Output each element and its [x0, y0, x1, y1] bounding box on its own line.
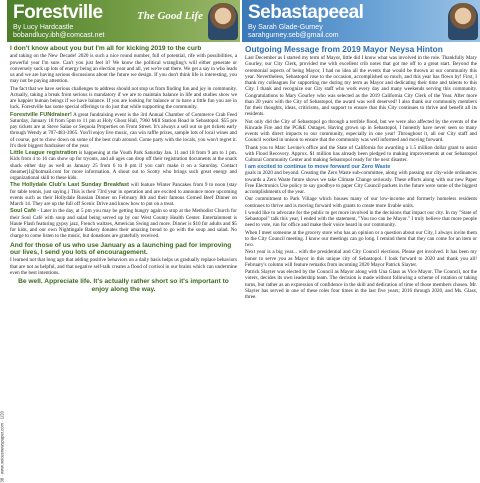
- sebastopol-banner: [242, 0, 480, 42]
- paragraph: When I meet someone at the grocery store who has an opinion or a question about our City, I always invite them to the City Council meeting. I know our meetings can go long. I remind them that they can come for an item or two.: [245, 229, 477, 248]
- forestville-banner: [7, 0, 240, 42]
- section-heading: The Hollydale Club's Last Sunday Breakfast: [10, 182, 129, 189]
- section-heading: Little League registration: [10, 150, 78, 157]
- paragraph: I learned not that long ago that adding positive behaviors on a daily basis helps us gradually replace behaviors that are not as helpful, and that negative self-talk creates a flood of cortisol in our brains which can undermine even the best intentions.: [10, 257, 237, 276]
- column-title: Sebastapeeal: [248, 2, 364, 23]
- paragraph: Patrick Slayter was elected by the Council as Mayor along with Una Glass as Vice Mayor. The Council, not the voters, decides its own leadership team. The decision is made without following a scheme of rotation or taking turns, but rather as an expression of confidence in the skill and dedication of time of those members chosen. Mr. Slayter has served in one of these roles four times in the last five years; 2016 through 2020, and Ms. Glass, three.: [245, 269, 477, 300]
- section-heading: Forestville FUNdraiser!: [10, 111, 72, 118]
- paragraph: goals in 2020 and beyond. Creating the Zero Waste sub-committee, along with passing our city-wide ordinances towards a Zero Waste future shows we take Climate Change seriously. These efforts along with our new Paper Free Electronics Use policy to say goodbye to paper City Council packets in the future were some of the biggest accomplishments of the year.: [245, 170, 477, 195]
- paragraph: Thank you to Marc Levine's office and the State of California for awarding a 1.5 million dollar grant to assist with Flood Recovery. Approx. $1 million has already been pledged to making improvements at our Sebastopol Cultural Community Center and making Sebastopol ready for the next disaster.: [245, 144, 477, 163]
- paragraph: I would like to advocate for the public to get more involved in the decisions that impact our city. In my "State of Sebastopol" talk this year, I ended with the statement, "You too can be Mayor." I truly believe that more people need to vote, run for office and make their voice heard in our community.: [245, 209, 477, 229]
- paragraph: Not only did the City of Sebastopol go through a terrible flood, but we were also affected by the events of the Kincade Fire and the PG&E Outages. Having grown up in Sebastopol, I honestly have never seen so many events with direct impacts to our community, especially in one year! Throughout it, all our City staff and Council worked in unison to ensure that the community was well informed and moving forward.: [245, 118, 477, 144]
- author-email[interactable]: sarahgurney.seb@gmail.com: [248, 32, 339, 39]
- forestville-column: [7, 0, 240, 480]
- column-tagline: The Good Life: [137, 10, 203, 22]
- paragraph: [10, 208, 237, 239]
- article-heading: I don't know about you but I'm all for kicking 2019 to the curb: [10, 45, 202, 52]
- paragraph: The fact that we have serious challenges to address should not stop us from finding fun and joy in community. Actually, taking a break from serious is mandatory if we are to maintain balance in life and studies show we are happier human beings if we have balance. If you are looking for balance or to have a little fun you are in luck. Forestville has some special offerings to do just that while supporting the community.: [10, 85, 237, 111]
- footer-text: 38 · www.voicesnewspaper.com · 1/20: [0, 411, 5, 483]
- paragraph: [10, 182, 237, 207]
- article-body: [7, 42, 240, 293]
- author-email[interactable]: bobandlucy.ibh@comcast.net: [13, 32, 105, 39]
- paragraph: Next year is a big year... with the presidential and City Council elections. Please get involved. It has been my honor to serve you as Mayor in this unique city of Sebastopol. I look forward to 2020 and thank you all! February's column will feature remarks from incoming 2020 Mayor Patrick Slayter.: [245, 249, 477, 268]
- section-text: will feature Winter Pancakes from 9 to noon (stay for table tennis, just saying.) This is their 73rd year in operation and are excited to announce more upcoming events such as their Hollydale Russian Dinner on February 8th and their famous Corned Beef Dinner on March 14. They are up the full off Scenic Drive and know how to put on a treat.: [10, 182, 237, 208]
- paragraph: [10, 150, 237, 181]
- paragraph: [10, 112, 237, 150]
- column-title: Forestville: [13, 2, 103, 23]
- byline: By Lucy Hardcastle: [13, 24, 74, 31]
- article-body: [242, 42, 480, 300]
- paragraph: and taking on the New Decade! 2020 is such a nice round number, full of potential, rife with possibilities, a powerful year I'm sure. Can't you just feel it? We know the political wrangling's will either generate or conversely suck up lots of energy being an election year and all, yet we're out there. We get a say in who leads us and we are having serious discussions about the future we design. If you don't think life is interesting, you may not be paying attention.: [10, 53, 237, 85]
- section-subheading: I am excited to continue to move forward our Zero Waste: [245, 164, 391, 171]
- byline: By Sarah Glade-Gurney: [248, 24, 323, 31]
- section-text: is happening at the Youth Park Saturday Jan. 11 and 18 from 9 am to 1 pm. Kids from 4 to 16 can show up for tryouts, and all ages can drop off their registration documents at the snack shack either day as well as January 25 from 6 to 8 pm if you can't make it on a Saturday. Contact dreamerj1@hotmail.com for more information. A shout out to Scotty who brings such great energy and organizational skill to these kids.: [10, 150, 238, 182]
- paragraph: Our commitment to Park Village which houses many of our low-income and formerly homeless residents continues to thrive and is moving forward with grants to create more livable units.: [245, 196, 477, 209]
- paragraph: Last December as I started my term of Mayor, little did I know what was involved in the role. Thankfully Mary Gourley, our City Clerk, provided me with excellent crib notes that got me off to a great start. Beyond the ceremonial aspects of being Mayor, I had no idea all the events that would be thrown at our community this year. Nevertheless, Sebastopol rose to the occasion, accomplished so much, and this year has flown by! First, I thank my colleagues for supporting me during my term as Mayor and dedicating their time and talents to this City. I thank and recognize our City staff who work every day and many weekends serving this community. Congratulations to Mary Gourley who was selected as the 2019 California City Clerk of the Year. After more than 20 years with the City of Sebastopol, the award was well deserved! I also thank our community members for their thoughts, ideas, criticisms, and support to ensure that this City continues to thrive and benefit all its residents.: [245, 55, 477, 118]
- page-footer-vertical: [0, 0, 7, 483]
- article-heading: Outgoing Message from 2019 Mayor Neysa Hinton: [245, 44, 443, 54]
- section-heading: Soul Café: [10, 208, 36, 215]
- author-photo: [448, 3, 478, 40]
- author-photo: [208, 3, 238, 40]
- section-text: A great fundraising event is the 3rd Annual Chamber of Commerce Crab Feed Saturday, January 18 from 5pm to 11 pm at Holy Ghost Hall, 7960 Mill Station Road in Sebastopol. $55 pre pay tickets are at Steve Salao or Sequoia Properties on Front Street. It's always a sell out so get tickets early through Wendy at 707-483-3965. You'll enjoy live music, can win raffle prizes, sample lots of local wines and of course, get to chow down on some of the best crab around. Come party with the locals, you won't regret it. It's their biggest fundraiser of the year.: [10, 111, 237, 149]
- section-text: - Later in the day, at 5 pm you may be getting hungry again so stop at the Methodist Church for their Soul Café with soup and salad being served up by our West County Health Center. Entertainment is Haute Flash featuring gypsy jazz, French waltzes, American Swing and more. Dinner is $10 for adults and $5 for kids, and our own Nightingale Bakery donates their amazing bread to go with the soup and salad. No charge to come listen to the music, but donations are gratefully received.: [10, 208, 237, 240]
- closing-callout: Be well. Appreciate life. It's actually rather short so it's important to enjoy along the way.: [18, 278, 229, 293]
- article-heading: And for those of us who use January as a launching pad for improving our lives, I send you lots of encouragement.: [10, 241, 232, 257]
- sebastopol-column: [242, 0, 480, 480]
